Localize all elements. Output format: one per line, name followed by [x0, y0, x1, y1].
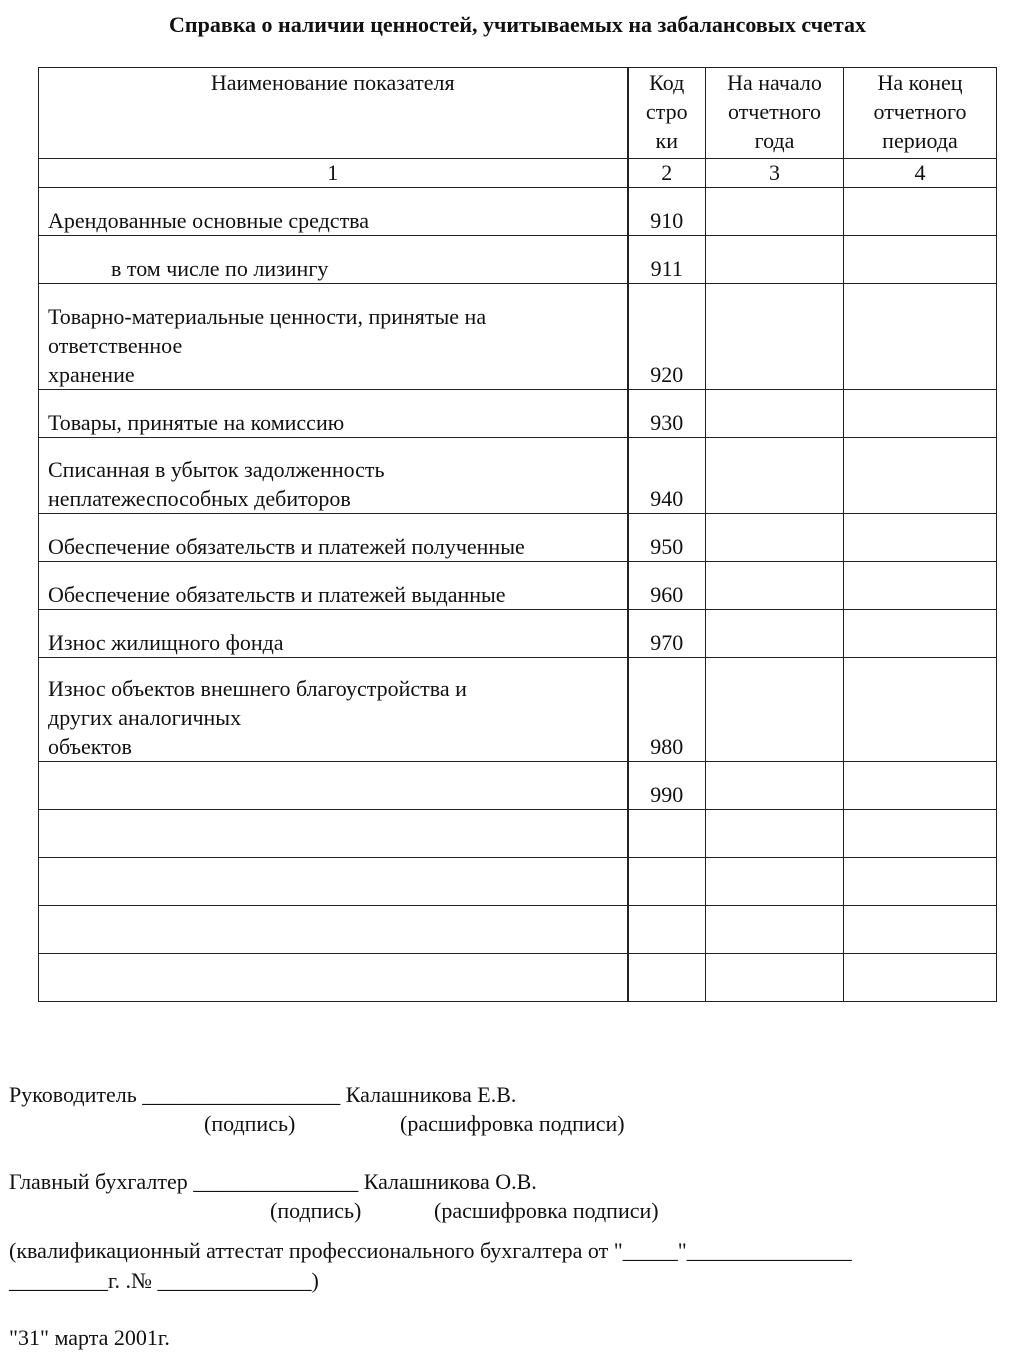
- period-end-value-cell[interactable]: [844, 284, 997, 390]
- table-row: [39, 858, 997, 906]
- header-text-line: На конец: [877, 70, 963, 95]
- indicator-name-cell: [39, 658, 628, 762]
- table-row: [39, 236, 997, 284]
- document-date: "31" марта 2001г.: [9, 1325, 170, 1350]
- column-number: 3: [706, 159, 844, 188]
- period-start-value-cell[interactable]: [706, 236, 844, 284]
- line-code-cell: 910: [628, 188, 706, 236]
- column-number-row: [39, 159, 997, 188]
- line-code-cell: 930: [628, 390, 706, 438]
- certificate-line-2: _________г. .№ ______________): [9, 1268, 319, 1293]
- indicator-name-cell: [39, 236, 628, 284]
- accountant-label: Главный бухгалтер: [9, 1169, 188, 1194]
- period-start-value-cell[interactable]: [706, 858, 844, 906]
- indicator-name-cell: [39, 954, 628, 1002]
- accountant-signature-blank: _______________: [193, 1169, 359, 1194]
- director-name-caption: (расшифровка подписи): [400, 1111, 625, 1136]
- table-row: [39, 610, 997, 658]
- table-row: [39, 810, 997, 858]
- indicator-name-cell: [39, 438, 628, 514]
- table-row: [39, 658, 997, 762]
- certificate-line-1: (квалификационный аттестат профессионального бухгалтера от "_____"_______________: [9, 1238, 852, 1263]
- line-code-cell: [628, 858, 706, 906]
- period-start-value-cell[interactable]: [706, 438, 844, 514]
- period-end-value-cell[interactable]: [844, 954, 997, 1002]
- accountant-signature-line: [9, 1169, 537, 1195]
- header-period-start: [706, 68, 844, 159]
- table-row: [39, 390, 997, 438]
- period-start-value-cell[interactable]: [706, 284, 844, 390]
- period-start-value-cell[interactable]: [706, 810, 844, 858]
- period-start-value-cell[interactable]: [706, 658, 844, 762]
- indicator-name-line: Износ объектов внешнего благоустройства и: [48, 676, 467, 701]
- header-text-line: отчетного: [873, 99, 967, 124]
- table-row: [39, 954, 997, 1002]
- indicator-name-line: объектов: [48, 734, 132, 759]
- period-start-value-cell[interactable]: [706, 514, 844, 562]
- header-line-code: [628, 68, 706, 159]
- indicator-name-line: Списанная в убыток задолженность: [48, 457, 385, 482]
- period-end-value-cell[interactable]: [844, 390, 997, 438]
- director-sign-caption: (подпись): [204, 1111, 296, 1136]
- period-end-value-cell[interactable]: [844, 810, 997, 858]
- header-text-line: стро: [645, 99, 688, 124]
- period-start-value-cell[interactable]: [706, 188, 844, 236]
- indicator-name: Товары, принятые на комиссию: [48, 410, 345, 435]
- period-end-value-cell[interactable]: [844, 236, 997, 284]
- header-text-line: года: [754, 128, 795, 153]
- table-row: [39, 562, 997, 610]
- header-indicator-name: [39, 68, 628, 159]
- indicator-name-line: неплатежеспособных дебиторов: [48, 486, 351, 511]
- header-text-line: На начало: [727, 70, 822, 95]
- line-code-cell: 980: [628, 658, 706, 762]
- line-code-cell: [628, 906, 706, 954]
- indicator-name: Арендованные основные средства: [48, 208, 370, 233]
- period-start-value-cell[interactable]: [706, 906, 844, 954]
- column-number: 1: [39, 159, 628, 188]
- accountant-name: Калашникова О.В.: [363, 1169, 537, 1194]
- period-start-value-cell[interactable]: [706, 762, 844, 810]
- period-start-value-cell[interactable]: [706, 562, 844, 610]
- indicator-name-cell: [39, 188, 628, 236]
- line-code-cell: 920: [628, 284, 706, 390]
- indicator-name-cell: [39, 858, 628, 906]
- table-row: [39, 188, 997, 236]
- indicator-name: Износ жилищного фонда: [48, 630, 284, 655]
- table-row: [39, 284, 997, 390]
- director-label: Руководитель: [9, 1082, 137, 1107]
- table-row: [39, 514, 997, 562]
- line-code-cell: 960: [628, 562, 706, 610]
- column-number: 2: [628, 159, 706, 188]
- line-code-cell: 970: [628, 610, 706, 658]
- indicator-name-cell: [39, 514, 628, 562]
- indicator-name-cell: [39, 810, 628, 858]
- accountant-name-caption: (расшифровка подписи): [434, 1198, 659, 1223]
- header-text-line: отчетного: [727, 99, 822, 124]
- header-text-line: ки: [655, 128, 678, 153]
- line-code-cell: [628, 954, 706, 1002]
- indicator-name: Обеспечение обязательств и платежей полученные: [48, 534, 525, 559]
- table-header-row: [39, 68, 997, 159]
- period-end-value-cell[interactable]: [844, 858, 997, 906]
- table-row: [39, 906, 997, 954]
- period-end-value-cell[interactable]: [844, 514, 997, 562]
- line-code-cell: 911: [628, 236, 706, 284]
- table-row: [39, 438, 997, 514]
- indicator-name-cell: [39, 906, 628, 954]
- header-text-line: периода: [882, 128, 958, 153]
- period-end-value-cell[interactable]: [844, 188, 997, 236]
- indicator-name-cell: [39, 390, 628, 438]
- period-end-value-cell[interactable]: [844, 438, 997, 514]
- period-end-value-cell[interactable]: [844, 610, 997, 658]
- period-start-value-cell[interactable]: [706, 610, 844, 658]
- indicator-name: Обеспечение обязательств и платежей выданные: [48, 582, 506, 607]
- accountant-sign-caption: (подпись): [270, 1198, 362, 1223]
- line-code-cell: [628, 810, 706, 858]
- indicator-name-line: хранение: [48, 362, 135, 387]
- period-end-value-cell[interactable]: [844, 906, 997, 954]
- line-code-cell: 950: [628, 514, 706, 562]
- indicator-name: в том числе по лизингу: [111, 256, 329, 281]
- header-period-end: [844, 68, 997, 159]
- indicator-name-line: Товарно-материальные ценности, принятые на: [48, 304, 487, 329]
- table-row: [39, 762, 997, 810]
- line-code-cell: 990: [628, 762, 706, 810]
- page-title: Справка о наличии ценностей, учитываемых на забалансовых счетах: [169, 12, 866, 37]
- period-end-value-cell[interactable]: [844, 762, 997, 810]
- offbalance-table: [38, 67, 997, 1002]
- indicator-name-cell: [39, 284, 628, 390]
- director-signature-blank: __________________: [142, 1082, 341, 1107]
- indicator-name-cell: [39, 562, 628, 610]
- indicator-name-cell: [39, 762, 628, 810]
- indicator-name-line: ответственное: [48, 333, 183, 358]
- header-text-line: Код: [649, 70, 685, 95]
- indicator-name-line: других аналогичных: [48, 705, 242, 730]
- period-end-value-cell[interactable]: [844, 562, 997, 610]
- director-signature-line: [9, 1082, 516, 1108]
- period-start-value-cell[interactable]: [706, 954, 844, 1002]
- column-number: 4: [844, 159, 997, 188]
- indicator-name-cell: [39, 610, 628, 658]
- director-name: Калашникова Е.В.: [345, 1082, 517, 1107]
- line-code-cell: 940: [628, 438, 706, 514]
- period-end-value-cell[interactable]: [844, 658, 997, 762]
- period-start-value-cell[interactable]: [706, 390, 844, 438]
- header-text-line: Наименование показателя: [210, 70, 455, 95]
